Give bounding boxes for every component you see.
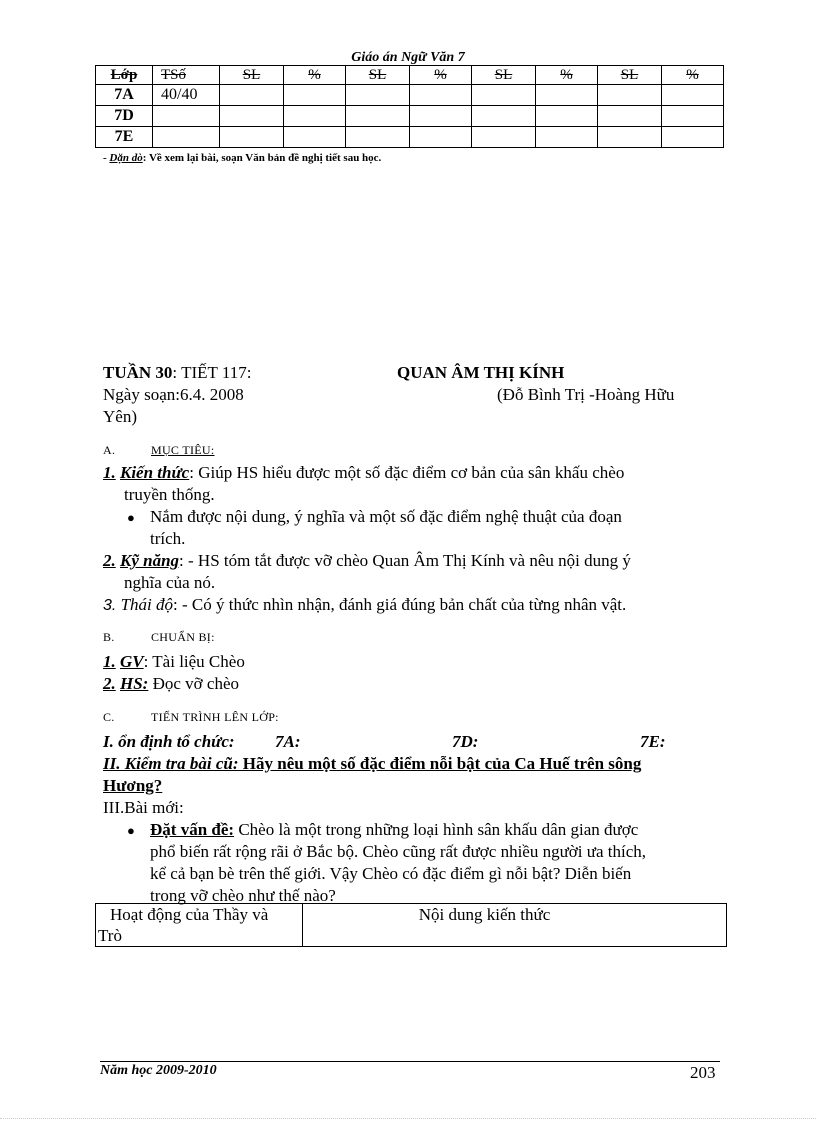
table-cell	[662, 127, 724, 148]
table-cell	[153, 106, 220, 127]
section-a-title: MỤC TIÊU:	[151, 443, 215, 457]
teacher-student-label-cont: Trò	[98, 926, 122, 945]
check-question: Hãy nêu một số đặc điểm nỗi bật của Ca Huế trên sông	[238, 754, 642, 773]
homework-note	[103, 152, 381, 164]
homework-prefix: -	[103, 152, 110, 164]
activity-col-content	[303, 904, 727, 947]
knowledge-bullet: Nắm được nội dung, ý nghĩa và một số đặc điểm nghệ thuật của đoạn	[150, 507, 622, 526]
intro-text-4: trong vỡ chèo như thế nào?	[150, 886, 336, 905]
table-cell	[284, 127, 346, 148]
table-cell	[662, 106, 724, 127]
table-cell	[153, 127, 220, 148]
activity-col-teacher-student	[96, 904, 303, 947]
hs-label: HS:	[120, 674, 149, 693]
table-cell	[536, 127, 598, 148]
lesson-authors-cont: Yên)	[103, 407, 137, 426]
table-cell	[536, 85, 598, 106]
class-organization: I. ổn định tổ chức:	[103, 732, 235, 751]
class-7e: 7E:	[640, 732, 666, 751]
gv-label: GV	[120, 652, 144, 671]
table-cell-class: 7E	[96, 127, 153, 148]
header-cell-sl: SL	[346, 66, 410, 85]
knowledge-text-cont: truyền thống.	[124, 485, 215, 504]
table-cell-class: 7D	[96, 106, 153, 127]
header-cell-sl: SL	[220, 66, 284, 85]
old-lesson-check	[103, 753, 641, 774]
content-label: Nội dung kiến thức	[418, 905, 551, 924]
footer-divider	[100, 1061, 720, 1062]
section-b-title: CHUẨN BỊ:	[151, 630, 215, 644]
period-label: : TIẾT 117:	[172, 363, 252, 382]
table-cell	[472, 85, 536, 106]
page-header-title: Giáo án Ngữ Văn 7	[351, 50, 465, 65]
knowledge-num: 1.	[103, 463, 116, 482]
score-table	[95, 65, 724, 148]
table-cell	[598, 106, 662, 127]
lesson-week	[103, 362, 251, 383]
intro-label: Đặt vấn đề:	[150, 820, 235, 839]
table-cell	[346, 127, 410, 148]
table-cell	[662, 85, 724, 106]
table-row	[96, 106, 724, 127]
header-cell-sl: SL	[472, 66, 536, 85]
footer-school-year: Năm học 2009-2010	[100, 1063, 217, 1078]
knowledge-bullet-cont: trích.	[150, 529, 186, 548]
attitude-label: Thái độ	[120, 595, 174, 614]
table-cell	[346, 85, 410, 106]
header-cell-total: TSố	[153, 66, 220, 85]
gv-text: : Tài liệu Chèo	[143, 652, 245, 671]
table-row	[96, 127, 724, 148]
header-cell-sl: SL	[598, 66, 662, 85]
attitude-num: 3.	[103, 597, 117, 614]
gv-num: 1.	[103, 652, 116, 671]
intro-text-3: kể cả bạn bè trên thế giới. Vậy Chèo có đặc điểm gì nỗi bật? Diễn biến	[150, 864, 632, 883]
lesson-title: QUAN ÂM THỊ KÍNH	[397, 363, 565, 382]
table-cell: 40/40	[153, 85, 220, 106]
intro-text-2: phổ biến rất rộng rãi ở Bắc bộ. Chèo cũng rất được nhiều người ưa thích,	[150, 842, 647, 861]
table-cell	[284, 85, 346, 106]
header-cell-pct: %	[284, 66, 346, 85]
table-cell	[598, 85, 662, 106]
table-cell	[472, 127, 536, 148]
class-7d: 7D:	[452, 732, 479, 751]
table-cell	[410, 106, 472, 127]
table-cell	[346, 106, 410, 127]
section-b-marker: B.	[103, 630, 115, 644]
homework-text: : Về xem lại bài, soạn Văn bản đề nghị tiết sau học.	[142, 152, 382, 164]
section-a-marker: A.	[103, 443, 116, 457]
check-question-cont: Hương?	[103, 776, 163, 795]
table-cell	[220, 127, 284, 148]
attitude-text: : - Có ý thức nhìn nhận, đánh giá đúng bản chất của từng nhân vật.	[173, 595, 627, 614]
table-cell	[598, 127, 662, 148]
section-c-marker: C.	[103, 710, 115, 724]
teacher-student-label: Hoạt động của Thầy và	[110, 905, 269, 924]
knowledge-text: : Giúp HS hiểu được một số đặc điểm cơ bản của sân khấu chèo	[189, 463, 625, 482]
check-label: II. Kiểm tra bài cũ:	[103, 754, 239, 773]
header-cell-pct: %	[410, 66, 472, 85]
activity-table	[95, 903, 727, 947]
teacher-prep	[103, 651, 245, 672]
page-number: 203	[690, 1063, 716, 1082]
lesson-date: Ngày soạn:6.4. 2008	[103, 385, 244, 404]
skill-num: 2.	[103, 551, 116, 570]
page-bottom-dotted-line	[0, 1118, 816, 1119]
header-cell-pct: %	[662, 66, 724, 85]
knowledge-line	[103, 462, 624, 483]
attitude-line	[103, 594, 626, 616]
hs-text: Đọc vỡ chèo	[148, 674, 239, 693]
table-row	[96, 85, 724, 106]
table-cell	[220, 106, 284, 127]
table-cell	[410, 85, 472, 106]
table-cell	[410, 127, 472, 148]
class-7a: 7A:	[275, 732, 301, 751]
hs-num: 2.	[103, 674, 116, 693]
intro-text: Chèo là một trong những loại hình sân khấu dân gian được	[234, 820, 639, 839]
skill-text-cont: nghĩa của nó.	[124, 573, 216, 592]
table-cell	[536, 106, 598, 127]
week-label: TUẦN 30	[103, 363, 173, 382]
header-cell-class: Lớp	[96, 66, 153, 85]
table-cell	[220, 85, 284, 106]
bullet-icon: ●	[127, 510, 135, 525]
intro-line	[150, 819, 638, 840]
activity-table-header	[96, 904, 727, 947]
lesson-authors: (Đỗ Bình Trị -Hoàng Hữu	[497, 385, 675, 404]
skill-label: Kỹ năng	[120, 551, 180, 570]
score-table-header	[96, 66, 724, 85]
bullet-icon: ●	[127, 823, 135, 838]
skill-text: : - HS tóm tắt được vỡ chèo Quan Âm Thị Kính và nêu nội dung ý	[179, 551, 631, 570]
table-cell	[472, 106, 536, 127]
student-prep	[103, 673, 239, 694]
knowledge-label: Kiến thức	[120, 463, 190, 482]
header-cell-pct: %	[536, 66, 598, 85]
new-lesson-label: III.Bài mới:	[103, 798, 184, 817]
skill-line	[103, 550, 631, 571]
table-cell-class: 7A	[96, 85, 153, 106]
table-cell	[284, 106, 346, 127]
homework-label: Dặn dò	[109, 152, 143, 164]
section-c-title: TIẾN TRÌNH LÊN LỚP:	[151, 710, 279, 724]
